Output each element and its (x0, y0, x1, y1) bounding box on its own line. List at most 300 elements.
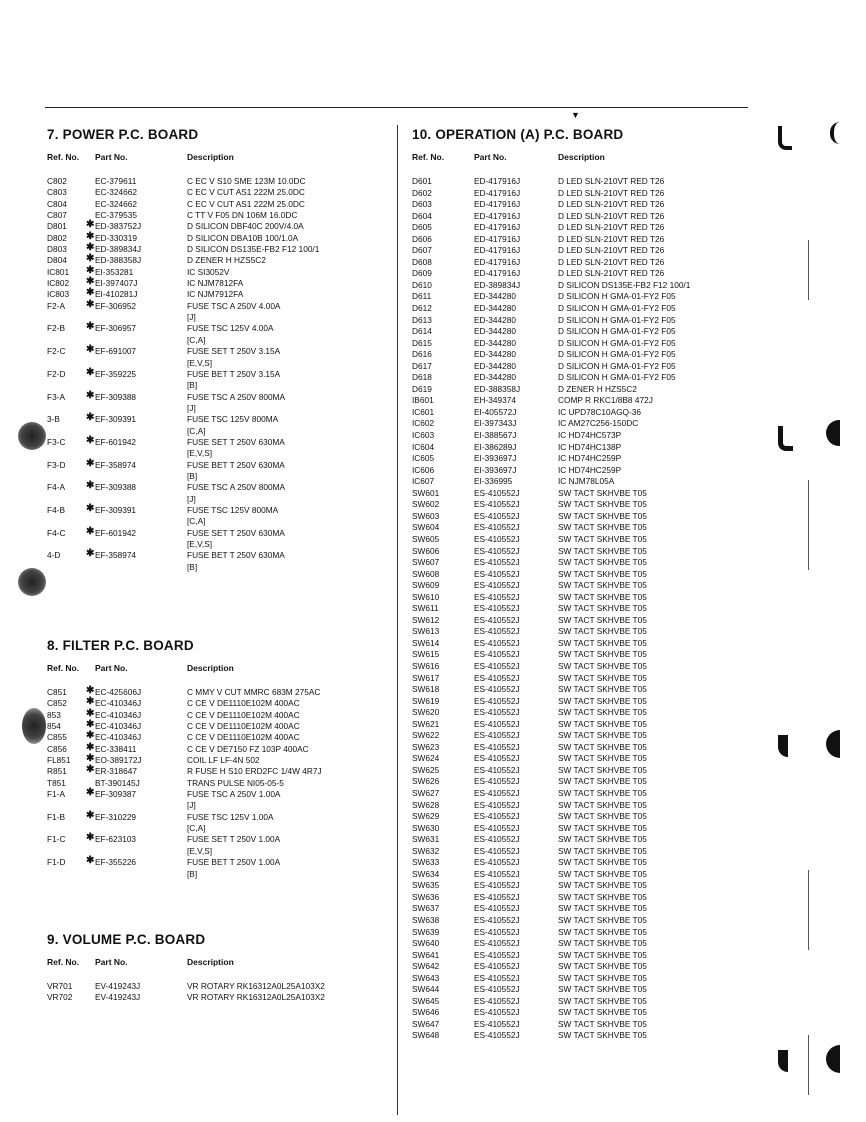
part-no: EF-355226 (95, 857, 137, 868)
punch-hole (22, 708, 46, 744)
description: D SILICON H GMA-01-FY2 F05 (558, 314, 676, 325)
part-no: ED-344280 (474, 360, 516, 371)
part-row (47, 721, 392, 732)
ref-no: SW648 (412, 1030, 440, 1041)
description: VR ROTARY RK16312A0L25A103X2 (187, 992, 325, 1003)
description: SW TACT SKHVBE T05 (558, 961, 647, 972)
ref-no: SW619 (412, 695, 440, 706)
part-no: ES-410552J (474, 1030, 520, 1041)
part-no: EC-379611 (95, 176, 137, 186)
part-no: ES-410552J (474, 557, 520, 568)
part-row (412, 961, 772, 973)
part-no: EI-336995 (474, 476, 513, 487)
description: SW TACT SKHVBE T05 (558, 741, 647, 752)
part-no: ED-417916J (474, 268, 521, 279)
binder-tab-mark (778, 735, 788, 757)
part-no: ES-410552J (474, 591, 520, 602)
part-row (47, 457, 392, 471)
part-no: EF-306957 (95, 323, 137, 334)
description: D SILICON H GMA-01-FY2 F05 (558, 291, 676, 302)
section-title: 8. FILTER P.C. BOARD (47, 638, 194, 653)
part-row (412, 546, 772, 558)
description: SW TACT SKHVBE T05 (558, 557, 647, 568)
description: SW TACT SKHVBE T05 (558, 995, 647, 1006)
safety-mark-icon: ✱ (86, 855, 95, 867)
part-row (412, 349, 772, 361)
ref-no: VR701 (47, 981, 73, 991)
part-row (412, 869, 772, 881)
description: SW TACT SKHVBE T05 (558, 603, 647, 614)
part-no: ED-417916J (474, 233, 521, 244)
ref-no: SW647 (412, 1018, 440, 1029)
safety-mark-icon: ✱ (86, 344, 95, 356)
part-row (412, 915, 772, 927)
part-row (47, 981, 392, 992)
part-row (47, 278, 392, 289)
part-row (47, 264, 392, 278)
description: D SILICON DS135E-FB2 F12 100/1 (558, 279, 691, 290)
description: SW TACT SKHVBE T05 (558, 1018, 647, 1029)
ref-no: SW642 (412, 961, 440, 972)
part-row (412, 950, 772, 962)
part-row (412, 465, 772, 477)
part-no: ED-330319 (95, 232, 137, 243)
ref-no: VR702 (47, 992, 73, 1003)
ref-no: D804 (47, 255, 67, 266)
part-no: ES-410552J (474, 718, 520, 729)
part-row (47, 230, 392, 244)
ref-no: SW645 (412, 995, 440, 1006)
ref-no: SW644 (412, 984, 440, 995)
part-row-continuation (47, 562, 392, 573)
ref-no: SW606 (412, 545, 440, 556)
part-row (412, 257, 772, 269)
ref-no: SW632 (412, 845, 440, 856)
ref-no: D602 (412, 187, 432, 198)
ref-no: SW610 (412, 591, 440, 602)
edge-line (808, 1035, 809, 1095)
description: VR ROTARY RK16312A0L25A103X2 (187, 981, 325, 991)
description: SW TACT SKHVBE T05 (558, 822, 647, 833)
description: [E,V,S] (187, 357, 213, 368)
volume-board-section (47, 932, 392, 1004)
part-no: ED-417916J (474, 245, 521, 256)
part-row (412, 811, 772, 823)
part-no: ES-410552J (474, 672, 520, 683)
part-row (412, 603, 772, 615)
part-row (412, 211, 772, 223)
ref-no: IC605 (412, 453, 435, 464)
part-no: ED-383752J (95, 221, 142, 232)
description: [C,A] (187, 425, 206, 436)
ref-no: C855 (47, 732, 67, 743)
part-row (47, 298, 392, 312)
part-row (412, 903, 772, 915)
description: SW TACT SKHVBE T05 (558, 707, 647, 718)
part-row-continuation (47, 516, 392, 527)
ref-no: C802 (47, 176, 67, 186)
part-row (412, 268, 772, 280)
ref-no: SW623 (412, 741, 440, 752)
part-no: EC-410346J (95, 709, 142, 720)
part-no: EF-309387 (95, 789, 137, 800)
part-row (412, 707, 772, 719)
part-row-continuation (47, 869, 392, 880)
safety-mark-icon: ✱ (86, 548, 95, 560)
description: FUSE BET T 250V 630MA (187, 459, 285, 470)
description: SW TACT SKHVBE T05 (558, 949, 647, 960)
description: C CE V DE1110E102M 400AC (187, 732, 300, 743)
part-no: EC-410346J (95, 732, 142, 743)
ref-no: SW635 (412, 880, 440, 891)
part-row (47, 502, 392, 516)
safety-mark-icon: ✱ (86, 230, 95, 242)
part-no: ED-388358J (474, 383, 521, 394)
part-no: ED-344280 (474, 326, 516, 337)
part-row-continuation (47, 448, 392, 459)
description: [C,A] (187, 516, 206, 527)
part-no: ED-344280 (474, 349, 516, 360)
ref-no: SW601 (412, 487, 440, 498)
ref-no: D615 (412, 337, 432, 348)
ref-no: SW612 (412, 614, 440, 625)
part-row (412, 673, 772, 685)
part-no: EF-358974 (95, 550, 137, 561)
ref-no: IC803 (47, 289, 70, 300)
description: [B] (187, 380, 198, 391)
part-row (412, 534, 772, 546)
part-row (412, 372, 772, 384)
ref-no: SW630 (412, 822, 440, 833)
ref-header: Ref. No. (47, 663, 80, 673)
description: SW TACT SKHVBE T05 (558, 915, 647, 925)
ref-no: D612 (412, 303, 432, 314)
part-no: ED-417916J (474, 222, 521, 233)
ref-no: IC606 (412, 464, 435, 475)
description: [C,A] (187, 334, 206, 345)
part-no: EI-405572J (474, 406, 517, 417)
description: SW TACT SKHVBE T05 (558, 938, 647, 949)
section-title: 7. POWER P.C. BOARD (47, 127, 199, 142)
ref-header: Ref. No. (47, 152, 80, 162)
ref-no: C852 (47, 698, 67, 709)
description: SW TACT SKHVBE T05 (558, 626, 647, 637)
part-row (412, 476, 772, 488)
ref-no: F3-D (47, 459, 66, 470)
description: D LED SLN-210VT RED T26 (558, 233, 665, 244)
ref-no: SW646 (412, 1007, 440, 1018)
description: C CE V DE1110E102M 400AC (187, 698, 300, 709)
description: D LED SLN-210VT RED T26 (558, 245, 665, 256)
part-row (47, 221, 392, 232)
part-row (412, 303, 772, 315)
description: IC NJM7912FA (187, 289, 244, 300)
ref-no: SW604 (412, 522, 440, 533)
description: SW TACT SKHVBE T05 (558, 591, 647, 602)
part-row (412, 788, 772, 800)
safety-mark-icon: ✱ (86, 480, 95, 492)
part-row (47, 255, 392, 266)
safety-mark-icon: ✱ (86, 502, 95, 514)
description: COMP R RKC1/8B8 472J (558, 395, 653, 406)
ref-no: IC601 (412, 406, 435, 417)
ref-no: D802 (47, 232, 67, 243)
part-row (47, 389, 392, 403)
safety-mark-icon: ✱ (86, 685, 95, 696)
part-row (47, 366, 392, 380)
binder-tab-mark (778, 1050, 788, 1072)
part-no: EI-397343J (474, 418, 517, 429)
part-no: ED-417916J (474, 210, 521, 221)
part-row (412, 338, 772, 350)
desc-header: Description (558, 152, 605, 162)
ref-no: F2-B (47, 323, 65, 334)
ref-no: D614 (412, 326, 432, 337)
ref-no: F1-D (47, 857, 66, 868)
description: D SILICON H GMA-01-FY2 F05 (558, 337, 676, 348)
ref-no: SW640 (412, 938, 440, 949)
part-row (412, 1019, 772, 1031)
part-row (47, 482, 392, 493)
part-row (412, 927, 772, 939)
part-header: Part No. (474, 152, 507, 162)
ref-no: D604 (412, 210, 432, 221)
ref-no: SW605 (412, 533, 440, 544)
binder-tab-mark (826, 420, 840, 446)
part-no: ES-410552J (474, 834, 520, 845)
part-no: ES-410552J (474, 845, 520, 856)
part-no: EI-410281J (95, 289, 138, 300)
description: [J] (187, 312, 196, 323)
part-row (47, 755, 392, 766)
edge-line (808, 480, 809, 570)
column-divider (397, 125, 398, 1115)
part-no: ES-410552J (474, 811, 520, 822)
part-row-continuation (47, 846, 392, 857)
parts-list (412, 176, 772, 1042)
part-no: EF-601942 (95, 436, 137, 447)
ref-no: SW620 (412, 707, 440, 718)
part-row (412, 407, 772, 419)
part-no: EF-359225 (95, 368, 137, 379)
part-row-continuation (47, 380, 392, 391)
part-no: ES-410552J (474, 545, 520, 556)
filter-board-section (47, 638, 392, 880)
description: FUSE SET T 250V 3.15A (187, 346, 281, 357)
description: SW TACT SKHVBE T05 (558, 637, 647, 648)
ref-no: D613 (412, 314, 432, 325)
part-no: ED-417916J (474, 199, 521, 210)
top-rule (45, 107, 748, 108)
safety-mark-icon: ✱ (86, 764, 95, 776)
part-no: ED-344280 (474, 303, 516, 314)
description: SW TACT SKHVBE T05 (558, 522, 647, 533)
part-header: Part No. (95, 957, 128, 967)
part-no: EC-379535 (95, 210, 137, 221)
parts-list (47, 981, 392, 1004)
ref-no: F2-A (47, 300, 65, 311)
desc-header: Description (187, 663, 234, 673)
part-no: EC-324662 (95, 187, 137, 198)
part-header: Part No. (95, 152, 128, 162)
part-no: ES-410552J (474, 753, 520, 764)
ref-no: SW631 (412, 834, 440, 845)
part-row (47, 778, 392, 789)
part-row (412, 938, 772, 950)
description: IC HD74HC259P (558, 453, 622, 464)
safety-mark-icon: ✱ (86, 832, 95, 844)
description: [C,A] (187, 823, 206, 834)
ref-no: D601 (412, 176, 432, 186)
part-no: ES-410552J (474, 926, 520, 937)
part-no: EH-349374 (474, 395, 516, 406)
ref-no: F1-C (47, 834, 66, 845)
description: IC HD74HC573P (558, 430, 622, 441)
part-row (412, 753, 772, 765)
column-header (47, 152, 392, 166)
description: [E,V,S] (187, 448, 213, 459)
ref-no: C803 (47, 187, 67, 198)
description: IC NJM78L05A (558, 476, 615, 487)
description: FUSE BET T 250V 630MA (187, 550, 285, 561)
part-no: EI-388567J (474, 430, 517, 441)
part-row (412, 291, 772, 303)
safety-mark-icon: ✱ (86, 298, 95, 310)
column-header (47, 663, 392, 677)
part-row (412, 234, 772, 246)
part-row (412, 315, 772, 327)
part-row (412, 626, 772, 638)
ref-no: D619 (412, 383, 432, 394)
safety-mark-icon: ✱ (86, 253, 95, 265)
description: SW TACT SKHVBE T05 (558, 487, 647, 498)
part-row (412, 880, 772, 892)
part-no: EI-353281 (95, 266, 134, 277)
ref-no: 3-B (47, 414, 60, 425)
part-no: ES-410552J (474, 891, 520, 902)
part-no: EC-338411 (95, 743, 137, 754)
ref-no: SW626 (412, 776, 440, 787)
ref-no: D611 (412, 291, 432, 302)
description: SW TACT SKHVBE T05 (558, 1007, 647, 1018)
part-row (412, 615, 772, 627)
part-header: Part No. (95, 663, 128, 673)
column-header (412, 152, 772, 166)
part-no: EC-410346J (95, 721, 142, 732)
description: D LED SLN-210VT RED T26 (558, 256, 665, 267)
description: FUSE TSC A 250V 4.00A (187, 300, 281, 311)
ref-no: SW615 (412, 649, 440, 660)
ref-no: SW614 (412, 637, 440, 648)
part-no: EF-309388 (95, 391, 137, 402)
safety-mark-icon: ✱ (86, 219, 95, 231)
part-row (412, 176, 772, 188)
ref-no: C851 (47, 687, 67, 697)
description: IC AM27C256-150DC (558, 418, 639, 429)
part-row (47, 809, 392, 823)
description: SW TACT SKHVBE T05 (558, 649, 647, 660)
description: SW TACT SKHVBE T05 (558, 764, 647, 775)
part-row (47, 210, 392, 221)
part-no: EF-601942 (95, 527, 137, 538)
part-no: ED-344280 (474, 372, 516, 383)
punch-hole (18, 568, 46, 596)
part-row-continuation (47, 539, 392, 550)
description: IC HD74HC259P (558, 464, 622, 475)
part-row (412, 984, 772, 996)
ref-no: SW639 (412, 926, 440, 937)
ref-no: D608 (412, 256, 432, 267)
description: D SILICON DS135E-FB2 F12 100/1 (187, 244, 320, 255)
part-row-continuation (47, 358, 392, 369)
description: C TT V F05 DN 106M 16.0DC (187, 210, 298, 221)
ref-no: SW602 (412, 499, 440, 510)
part-row (412, 892, 772, 904)
description: SW TACT SKHVBE T05 (558, 533, 647, 544)
ref-no: FL851 (47, 755, 71, 766)
part-row (47, 244, 392, 255)
description: D SILICON DBF40C 200V/4.0A (187, 221, 304, 232)
part-row (47, 289, 392, 300)
safety-mark-icon: ✱ (86, 366, 95, 378)
part-no: ES-410552J (474, 730, 520, 741)
part-row (412, 488, 772, 500)
part-row (412, 765, 772, 777)
ref-no: D609 (412, 268, 432, 279)
binder-tab-mark (778, 426, 793, 451)
part-no: ED-389834J (95, 244, 142, 255)
description: D LED SLN-210VT RED T26 (558, 222, 665, 233)
part-row (412, 418, 772, 430)
description: SW TACT SKHVBE T05 (558, 499, 647, 510)
part-no: EC-324662 (95, 198, 137, 209)
part-no: ES-410552J (474, 707, 520, 718)
part-no: ES-410552J (474, 822, 520, 833)
part-no: ES-410552J (474, 972, 520, 983)
part-row (412, 395, 772, 407)
description: D SILICON H GMA-01-FY2 F05 (558, 326, 676, 337)
description: FUSE TSC A 250V 1.00A (187, 789, 281, 800)
description: SW TACT SKHVBE T05 (558, 1030, 647, 1041)
part-row (47, 323, 392, 334)
ref-no: SW624 (412, 753, 440, 764)
description: [J] (187, 402, 196, 413)
part-row (412, 661, 772, 673)
safety-mark-icon: ✱ (86, 696, 95, 708)
description: [B] (187, 470, 198, 481)
part-row (412, 222, 772, 234)
part-no: ES-410552J (474, 626, 520, 637)
ref-no: SW629 (412, 811, 440, 822)
description: SW TACT SKHVBE T05 (558, 568, 647, 579)
safety-mark-icon: ✱ (86, 242, 95, 254)
description: SW TACT SKHVBE T05 (558, 787, 647, 798)
description: D ZENER H HZS5C2 (187, 255, 266, 266)
ref-no: SW637 (412, 903, 440, 914)
part-row-continuation (47, 335, 392, 346)
ref-no: SW636 (412, 891, 440, 902)
description: FUSE TSC A 250V 800MA (187, 391, 286, 402)
part-row-continuation (47, 426, 392, 437)
part-row (47, 834, 392, 845)
safety-mark-icon: ✱ (86, 730, 95, 742)
section-title: 9. VOLUME P.C. BOARD (47, 932, 206, 947)
description: FUSE TSC 125V 800MA (187, 504, 279, 515)
description: D LED SLN-210VT RED T26 (558, 268, 665, 279)
part-row (412, 511, 772, 523)
part-no: ES-410552J (474, 510, 520, 521)
binder-tab-mark (826, 730, 840, 758)
